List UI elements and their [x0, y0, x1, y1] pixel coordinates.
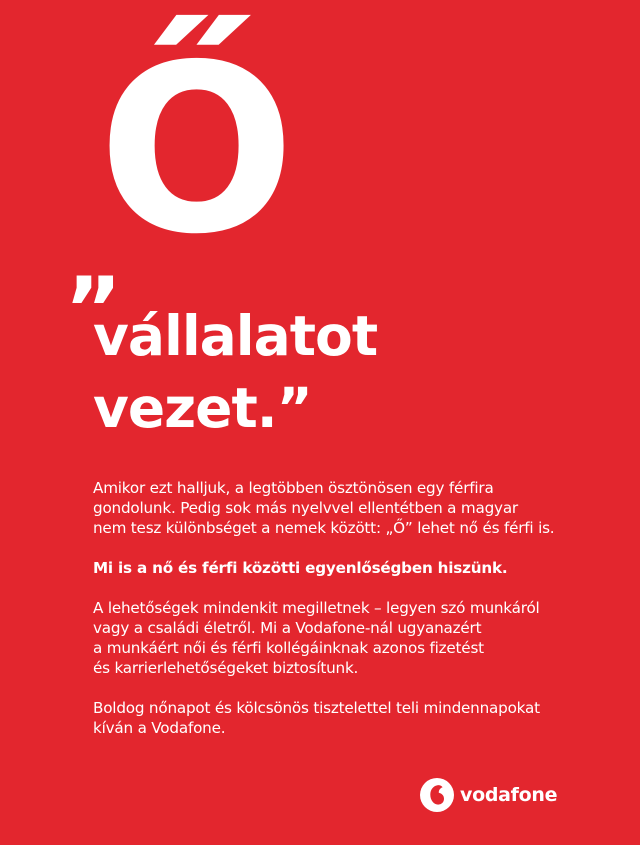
body-line: vagy a családi életről. Mi a Vodafone-nál ugyanazért	[93, 619, 482, 637]
body-line: Mi is a nő és férfi közötti egyenlőségben hiszünk.	[93, 559, 508, 577]
body-line: kíván a Vodafone.	[93, 719, 226, 737]
opening-quote-mark: „	[66, 210, 118, 313]
body-line: és karrierlehetőségeket biztosítunk.	[93, 659, 359, 677]
body-line: nem tesz különbséget a nemek között: „Ő” lehet nő és férfi is.	[93, 519, 555, 537]
paragraph-intro	[93, 478, 563, 538]
brand-wordmark: vodafone	[460, 784, 558, 806]
vodafone-speechmark-icon	[420, 778, 454, 812]
body-line: a munkáért női és férfi kollégáinknak azonos fizetést	[93, 639, 484, 657]
paragraph-opportunities	[93, 598, 563, 678]
body-line: A lehetőségek mindenkit megilletnek – legyen szó munkáról	[93, 599, 540, 617]
headline-line: vezet.”	[93, 376, 312, 440]
paragraph-statement	[93, 558, 563, 578]
body-copy	[93, 478, 563, 758]
headline-line: vállalatot	[93, 304, 378, 368]
body-line: Boldog nőnapot és kölcsönös tisztelettel teli mindennapokat	[93, 699, 540, 717]
headline-big-letter: Ő	[98, 15, 292, 285]
body-line: Amikor ezt halljuk, a legtöbben ösztönösen egy férfira	[93, 479, 494, 497]
body-line: gondolunk. Pedig sok más nyelvvel ellentétben a magyar	[93, 499, 518, 517]
paragraph-greeting	[93, 698, 563, 738]
vodafone-logo	[420, 778, 557, 812]
headline	[93, 300, 377, 444]
